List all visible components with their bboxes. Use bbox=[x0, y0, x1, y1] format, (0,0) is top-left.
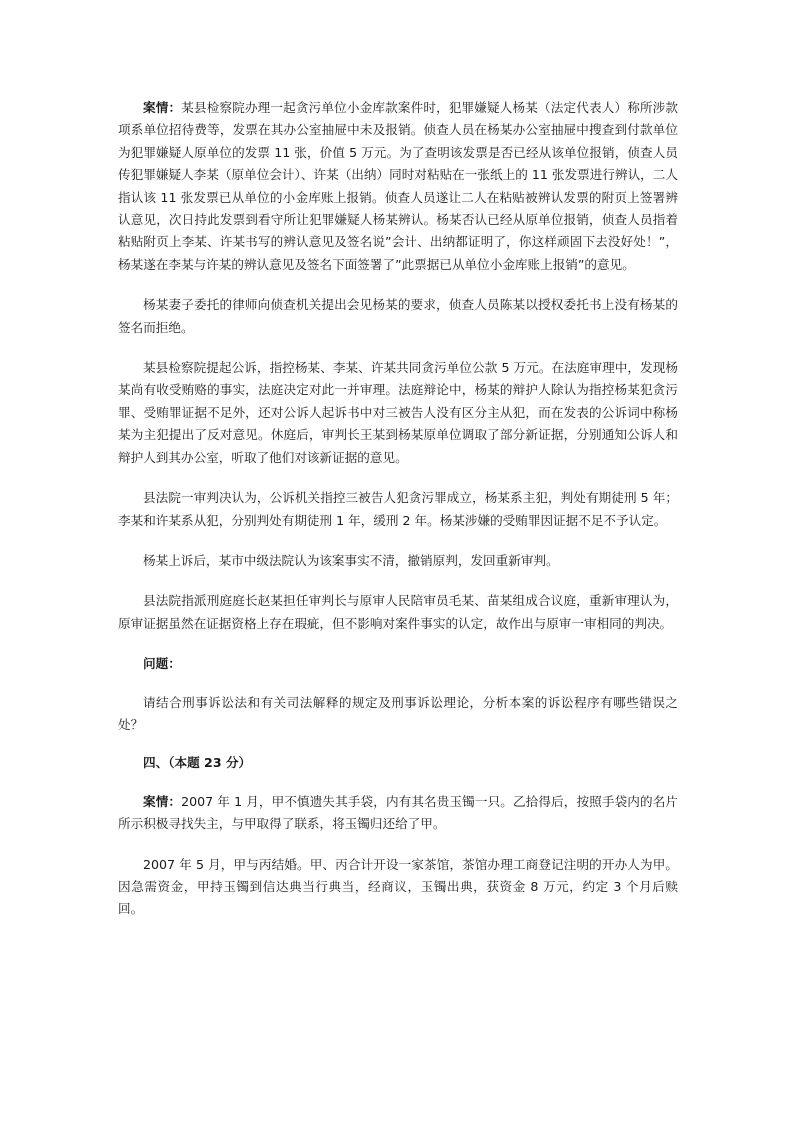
case1-paragraph-5: 杨某上诉后，某市中级法院认为该案事实不清，撤销原判，发回重新审判。 bbox=[143, 552, 559, 568]
case1-paragraph-1 bbox=[118, 97, 678, 276]
question-label: 问题： bbox=[143, 656, 181, 672]
case1-text-1: 某县检察院办理一起贪污单位小金库款案件时，犯罪嫌疑人杨某（法定代表人）称所涉款项系单位招待费等，发票在其办公室抽屉中未及报销。侦查人员在杨某办公室抽屉中搜查到付款单位为犯罪嫌疑人原单位的发票 11 张，价值 5 万元。为了查明该发票是否已经从该单位报销，侦查人员传犯罪嫌疑人李某（原单位会计）、许某（出纳）同时对粘贴在一张纸上的 11 张发票进行辨认，二人指认该 11 张发票已从单位的小金库账上报销。侦查人员遂让二人在粘贴被辨认发票的附页上签署辨认意见，次日持此发票到看守所让犯罪嫌疑人杨某辨认。杨某否认已经从原单位报销，侦查人员指着粘贴附页上李某、许某书写的辨认意见及签名说”会计、出纳都证明了，你这样顽固下去没好处！”，杨某遂在李某与许某的辨认意见及签名下面签署了”此票据已从单位小金库账上报销”的意见。 bbox=[118, 100, 679, 272]
case2-label: 案情： bbox=[143, 793, 182, 809]
document-page bbox=[118, 97, 678, 921]
case1-label: 案情： bbox=[143, 100, 182, 115]
case2-text-1: 2007 年 1 月，甲不慎遗失其手袋，内有其名贵玉镯一只。乙拾得后，按照手袋内的名片所示积极寻找失主，与甲取得了联系，将玉镯归还给了甲。 bbox=[118, 793, 678, 832]
case1-paragraph-6: 县法院指派刑庭庭长赵某担任审判长与原审人民陪审员毛某、苗某组成合议庭，重新审理认为，原审证据虽然在证据资格上存在瑕疵，但不影响对案件事实的认定，故作出与原审一审相同的判决。 bbox=[118, 593, 678, 631]
case2-paragraph-1 bbox=[118, 791, 678, 836]
case2-paragraph-2: 2007 年 5 月，甲与丙结婚。甲、丙合计开设一家茶馆，茶馆办理工商登记注明的开办人为甲。因急需资金，甲持玉镯到信达典当行典当，经商议，玉镯出典，获资金 8 万元，约定 3 个月后赎回。 bbox=[118, 856, 678, 917]
question-text: 请结合刑事诉讼法和有关司法解释的规定及刑事诉讼理论，分析本案的诉讼程序有哪些错误之处？ bbox=[118, 694, 678, 732]
case1-paragraph-2: 杨某妻子委托的律师向侦查机关提出会见杨某的要求，侦查人员陈某以授权委托书上没有杨某的签名而拒绝。 bbox=[118, 297, 678, 335]
section-4-heading: 四、（本题 23 分） bbox=[143, 755, 252, 771]
case1-paragraph-4: 县法院一审判决认为，公诉机关指控三被告人犯贪污罪成立，杨某系主犯，判处有期徒刑 5 年；李某和许某系从犯，分别判处有期徒刑 1 年，缓刑 2 年。杨某涉嫌的受贿罪因证据不足不予认定。 bbox=[118, 490, 678, 528]
case1-paragraph-3: 某县检察院提起公诉，指控杨某、李某、许某共同贪污单位公款 5 万元。在法庭审理中，发现杨某尚有收受贿赂的事实，法庭决定对此一并审理。法庭辩论中，杨某的辩护人除认为指控杨某犯贪污罪、受贿罪证据不足外，还对公诉人起诉书中对三被告人没有区分主从犯，而在发表的公诉词中称杨某为主犯提出了反对意见。休庭后，审判长王某到杨某原单位调取了部分新证据，分别通知公诉人和辩护人到其办公室，听取了他们对该新证据的意见。 bbox=[118, 360, 678, 465]
